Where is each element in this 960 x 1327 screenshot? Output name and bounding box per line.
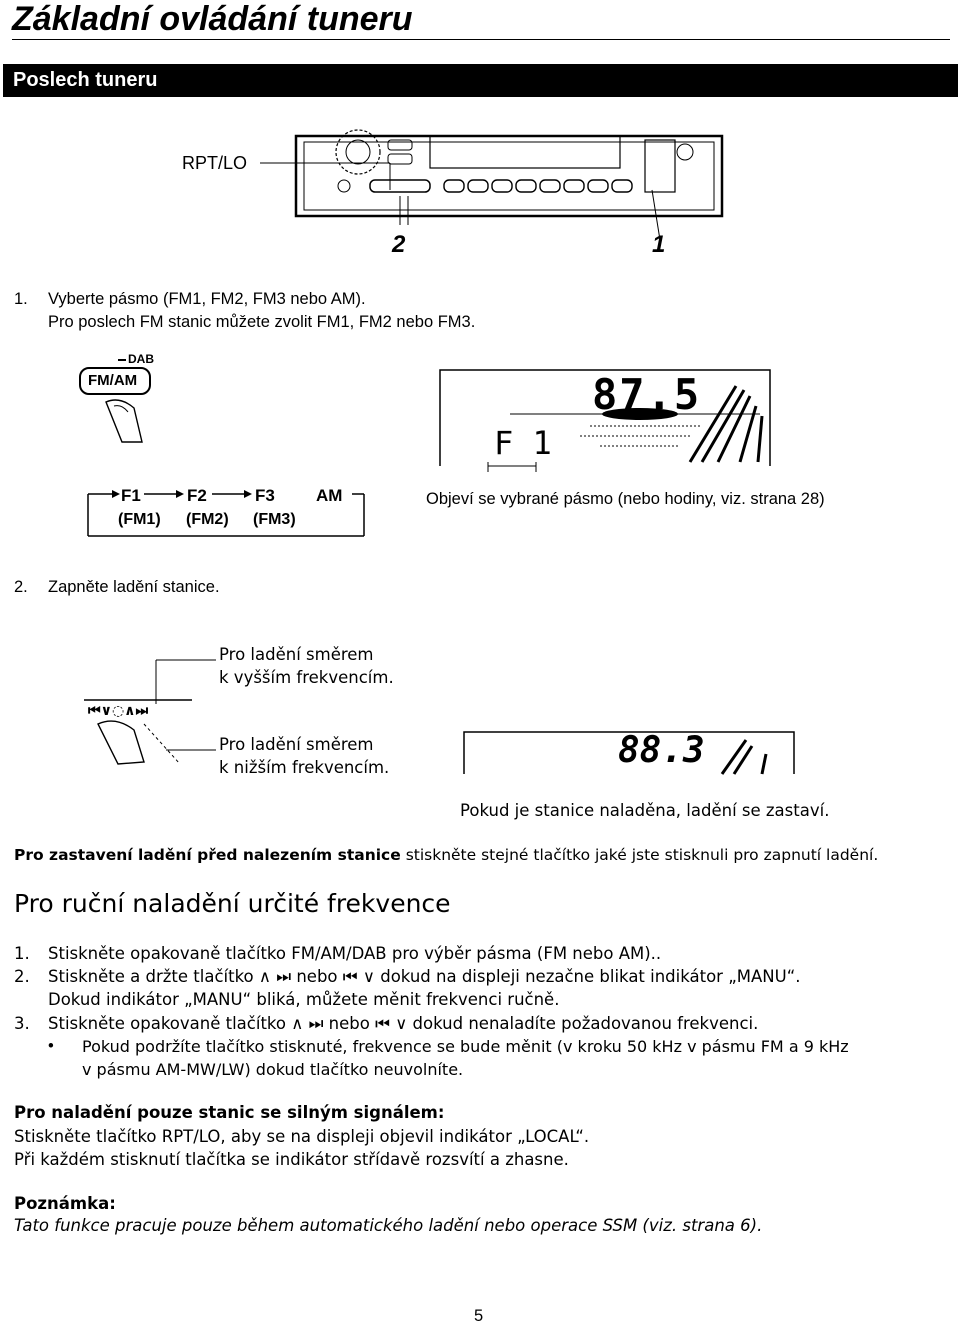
up-icon: ∧ <box>258 967 271 986</box>
prev-track-icon: ⏮ <box>375 1014 390 1033</box>
band-fm1: (FM1) <box>118 511 161 528</box>
down-icon: ∨ <box>395 1014 408 1033</box>
manual-item2-number: 2. <box>14 967 30 986</box>
step2-text: Zapněte ladění stanice. <box>48 578 220 596</box>
note-heading: Poznámka: <box>14 1194 116 1213</box>
band-f1: F1 <box>121 486 141 505</box>
band-fm3: (FM3) <box>253 511 296 528</box>
manual-bullet-line1: Pokud podržíte tlačítko stisknuté, frekvence se bude měnit (v kroku 50 kHz v pásmu FM a 9 kHz <box>82 1037 849 1056</box>
fmam-button-illustration <box>76 350 166 445</box>
manual-item2-part-a: Stiskněte a držte tlačítko <box>48 967 254 986</box>
manual-item1-number: 1. <box>14 944 30 963</box>
band-f3: F3 <box>255 486 275 505</box>
band-fm2: (FM2) <box>186 511 229 528</box>
step2-number: 2. <box>14 578 28 596</box>
up-icon: ∧ <box>291 1014 304 1033</box>
display1-caption: Objeví se vybrané pásmo (nebo hodiny, viz. strana 28) <box>426 490 825 508</box>
stop-tuning-rest: stiskněte stejné tlačítko jaké jste stisknuli pro zapnutí ladění. <box>405 846 879 864</box>
step1-number: 1. <box>14 290 28 308</box>
step1-line1: Vyberte pásmo (FM1, FM2, FM3 nebo AM). <box>48 290 366 308</box>
manual-item1-text: Stiskněte opakovaně tlačítko FM/AM/DAB pro výběr pásma (FM nebo AM).. <box>48 944 662 963</box>
next-track-icon: ⏭ <box>308 1014 324 1033</box>
tune-up-line2: k vyšším frekvencím. <box>219 668 394 687</box>
bullet-icon: • <box>48 1037 54 1055</box>
manual-item2-line2: Dokud indikátor „MANU“ bliká, můžete měnit frekvenci ručně. <box>48 990 560 1009</box>
manual-item2-line1 <box>48 966 801 987</box>
manual-item2-part-c: dokud na displeji nezačne blikat indikátor „MANU“. <box>380 967 801 986</box>
manual-bullet-line2: v pásmu AM-MW/LW) dokud tlačítko neuvolníte. <box>82 1060 464 1079</box>
band-am: AM <box>316 486 343 505</box>
manual-item3-part-c: dokud nenaladíte požadovanou frekvenci. <box>412 1014 759 1033</box>
manual-item3-part-b: nebo <box>328 1014 370 1033</box>
section-header <box>3 64 958 97</box>
stop-tuning-note <box>14 845 878 866</box>
tune-down-line2: k nižším frekvencím. <box>219 758 390 777</box>
callout-2: 2 <box>392 231 406 258</box>
rpt-lo-label: RPT/LO <box>182 153 248 173</box>
svg-text:⏮∨◌∧⏭: ⏮∨◌∧⏭ <box>88 703 149 719</box>
step1-line2: Pro poslech FM stanic můžete zvolit FM1, FM2 nebo FM3. <box>48 313 476 331</box>
manual-item3-number: 3. <box>14 1014 30 1033</box>
tune-down-line1: Pro ladění směrem <box>219 735 374 754</box>
next-track-icon: ⏭ <box>276 967 292 986</box>
local-line2: Při každém stisknutí tlačítka se indikátor střídavě rozsvítí a zhasne. <box>14 1150 569 1169</box>
section-title: Poslech tuneru <box>13 69 158 91</box>
down-icon: ∨ <box>362 967 375 986</box>
page-number: 5 <box>474 1307 484 1325</box>
callout-1: 1 <box>652 231 666 258</box>
display1-band: F 1 <box>494 424 552 462</box>
seek-buttons-illustration <box>84 660 224 770</box>
local-line1: Stiskněte tlačítko RPT/LO, aby se na displeji objevil indikátor „LOCAL“. <box>14 1127 590 1146</box>
stop-tuning-bold: Pro zastavení ladění před nalezením stanice <box>14 846 401 864</box>
display2-caption: Pokud je stanice naladěna, ladění se zastaví. <box>460 801 830 820</box>
prev-track-icon: ⏮ <box>342 967 358 986</box>
fmam-button-label[interactable]: FM/AM <box>88 372 138 389</box>
display2-frequency: 88.3 <box>618 730 705 771</box>
manual-item3-line <box>48 1013 758 1034</box>
note-text: Tato funkce pracuje pouze během automatického ladění nebo operace SSM (viz. strana 6). <box>14 1216 763 1235</box>
tune-up-line1: Pro ladění směrem <box>219 645 374 664</box>
title-divider <box>12 39 950 40</box>
display1-frequency: 87.5 <box>592 370 702 419</box>
manual-tuning-heading: Pro ruční naladění určité frekvence <box>14 889 451 918</box>
page-title: Základní ovládání tuneru <box>12 0 413 38</box>
manual-item3-part-a: Stiskněte opakovaně tlačítko <box>48 1014 286 1033</box>
manual-item2-part-b: nebo <box>296 967 338 986</box>
band-f2: F2 <box>187 486 207 505</box>
dab-label: DAB <box>128 352 154 366</box>
local-heading: Pro naladění pouze stanic se silným signálem: <box>14 1103 445 1122</box>
